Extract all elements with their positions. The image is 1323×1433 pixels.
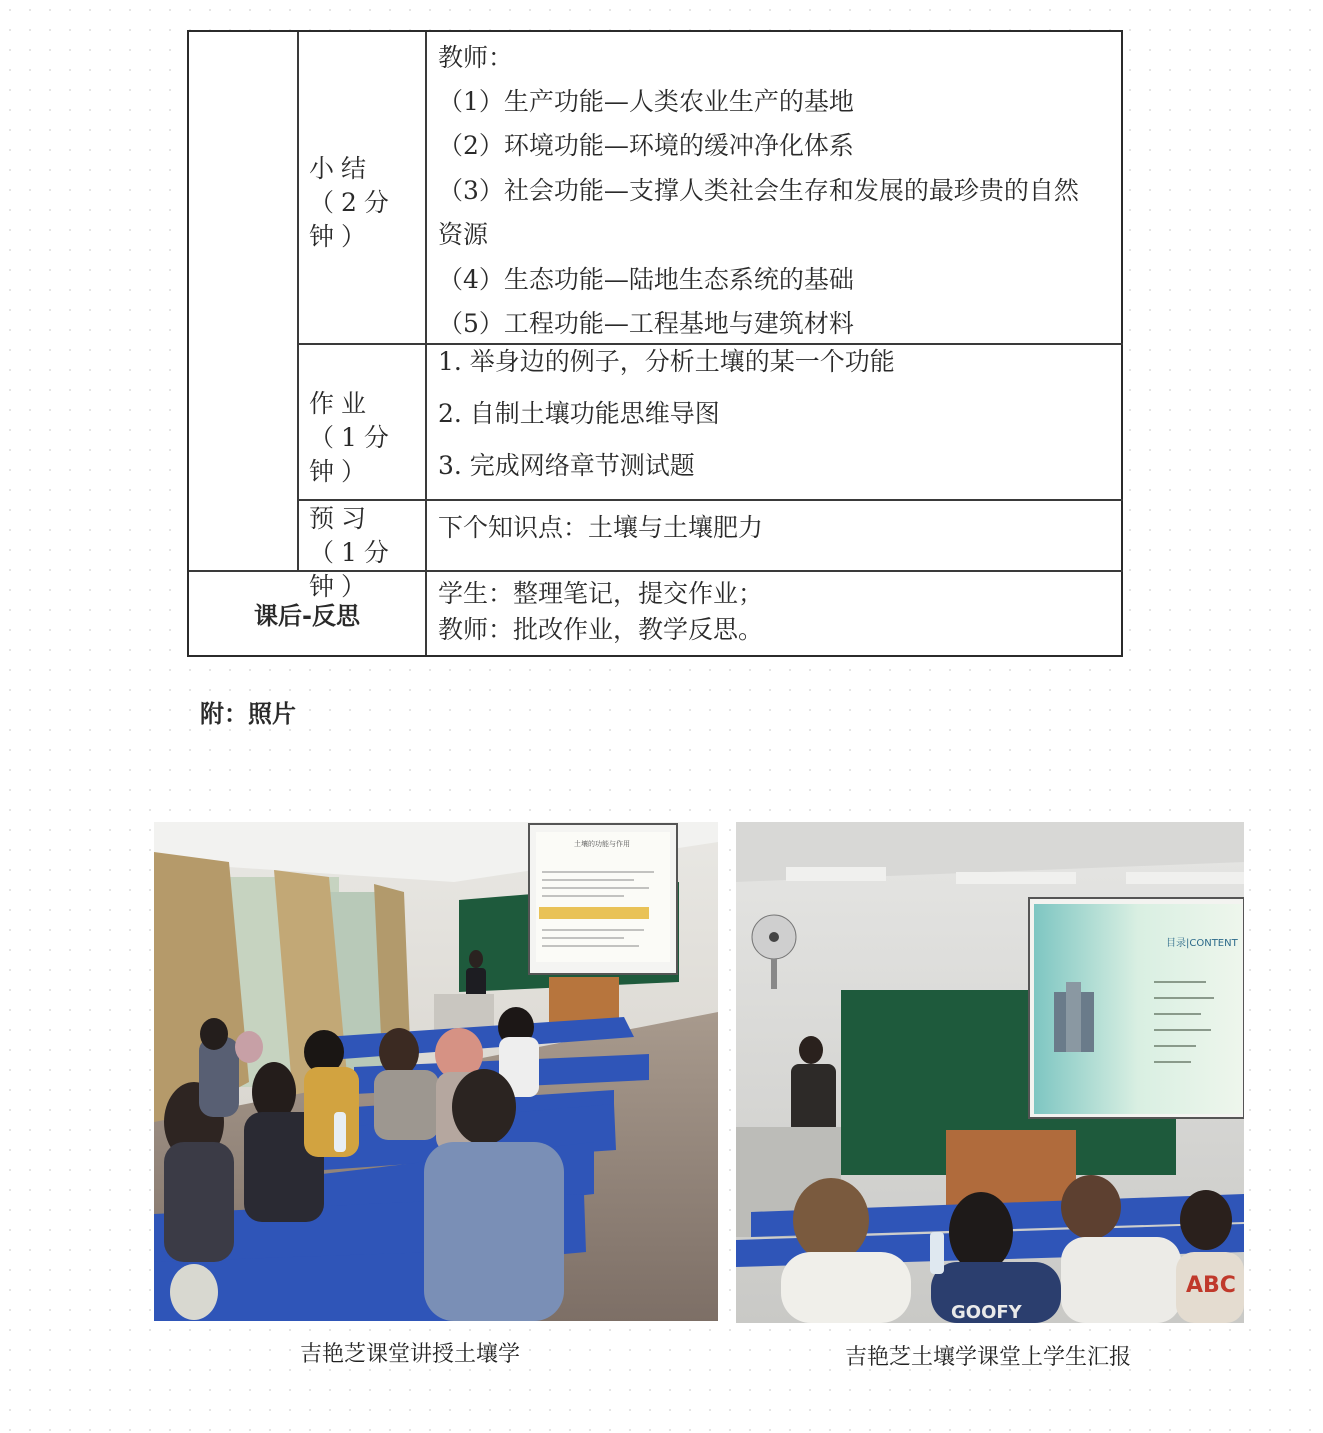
lesson-plan-table bbox=[187, 30, 1123, 657]
column-divider bbox=[297, 32, 299, 570]
summary-line: 教师： bbox=[438, 43, 514, 72]
shirt-text: ABC bbox=[1186, 1273, 1236, 1298]
classroom-photo-lecture bbox=[154, 822, 718, 1321]
summary-line: （4）生态功能—陆地生态系统的基础 bbox=[438, 265, 854, 294]
photo-caption-student-report: 吉艳芝土壤学课堂上学生汇报 bbox=[845, 1344, 1132, 1369]
row-divider bbox=[297, 499, 1123, 501]
classroom-lecture-image bbox=[154, 822, 718, 1321]
summary-line: （3）社会功能—支撑人类社会生存和发展的最珍贵的自然 bbox=[438, 176, 1079, 205]
classroom-photo-student-report bbox=[736, 822, 1244, 1323]
attachment-label: 附：照片 bbox=[200, 700, 296, 728]
reflection-label: 课后-反思 bbox=[254, 602, 360, 630]
preview-stage-label: 预习（1分钟） bbox=[309, 504, 396, 601]
homework-item: 1. 举身边的例子，分析土壤的某一个功能 bbox=[438, 347, 895, 376]
photo-caption-lecture: 吉艳芝课堂讲授土壤学 bbox=[300, 1341, 521, 1366]
slide-heading: 目录|CONTENT bbox=[1166, 938, 1238, 949]
homework-item: 3. 完成网络章节测试题 bbox=[438, 451, 695, 480]
homework-stage-label: 作业（1分钟） bbox=[309, 389, 396, 486]
summary-line: （5）工程功能—工程基地与建筑材料 bbox=[438, 309, 854, 338]
screen-heading: 土壤的功能与作用 bbox=[574, 840, 630, 848]
reflection-line: 学生：整理笔记，提交作业； bbox=[438, 579, 764, 608]
hoodie-text: GOOFY bbox=[951, 1302, 1022, 1323]
summary-line: （2）环境功能—环境的缓冲净化体系 bbox=[438, 131, 854, 160]
summary-line: （1）生产功能—人类农业生产的基地 bbox=[438, 87, 854, 116]
student-report-image bbox=[736, 822, 1244, 1323]
summary-stage-label: 小结（2分钟） bbox=[309, 154, 396, 251]
reflection-line: 教师：批改作业，教学反思。 bbox=[438, 615, 764, 644]
summary-line: 资源 bbox=[438, 220, 489, 249]
homework-item: 2. 自制土壤功能思维导图 bbox=[438, 399, 720, 428]
preview-content: 下个知识点：土壤与土壤肥力 bbox=[438, 513, 764, 542]
